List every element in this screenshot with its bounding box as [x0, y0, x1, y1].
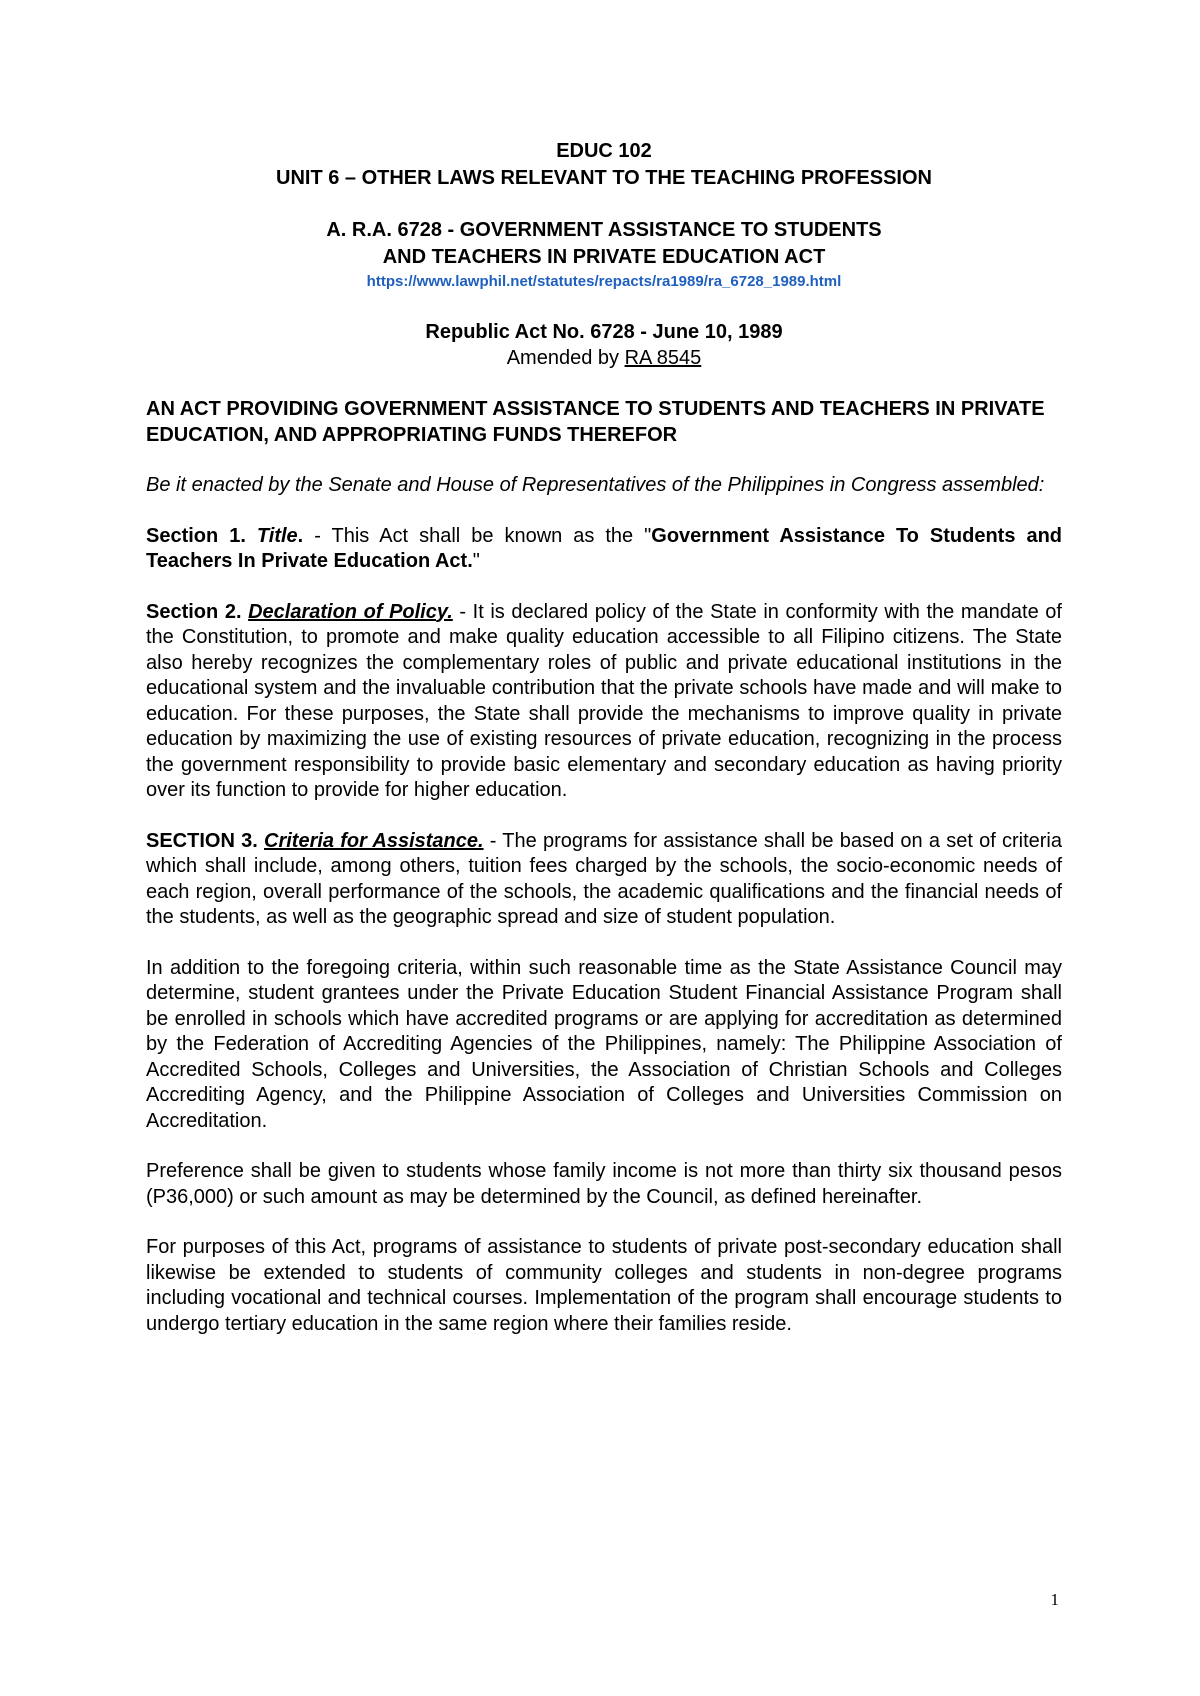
document-header [146, 138, 1062, 293]
section-3-paragraph-3: Preference shall be given to students whose family income is not more than thirty six thousand pesos (P36,000) or such amount as may be determined by the Council, as defined hereinafter. [146, 1160, 1062, 1208]
section-title-line-2: AND TEACHERS IN PRIVATE EDUCATION ACT [382, 246, 826, 268]
section-title-line-1: A. R.A. 6728 - GOVERNMENT ASSISTANCE TO STUDENTS [326, 219, 882, 241]
section-2-text: - It is declared policy of the State in conformity with the mandate of the Constitution, to promote and make quality education accessible to all Filipino citizens. The State also hereby recognizes the complementary roles of public and private educational institutions in the educational system and the invaluable contribution that the private schools have made and will make to education. For these purposes, the State shall provide the mechanisms to improve quality in private education by maximizing the use of existing resources of private education, recognizing in the process the government responsibility to provide basic elementary and secondary education as having priority over its function to provide for higher education. [146, 600, 1062, 801]
act-long-title: AN ACT PROVIDING GOVERNMENT ASSISTANCE TO STUDENTS AND TEACHERS IN PRIVATE EDUCATION, AND APPROPRIATING FUNDS THEREFOR [146, 398, 1045, 446]
section-2-label: Section 2. [146, 600, 249, 623]
amended-link[interactable]: RA 8545 [624, 347, 702, 369]
act-info [146, 319, 1062, 371]
section-3-text: - The programs for assistance shall be based on a set of criteria which shall include, among others, tuition fees charged by the schools, the socio-economic needs of each region, overall performance of the schools, the academic qualifications and the financial needs of the students, as well as the geographic spread and size of student population. [146, 829, 1062, 928]
enacting-clause: Be it enacted by the Senate and House of Representatives of the Philippines in Congress assembled: [146, 474, 1045, 496]
section-3-heading: Criteria for Assistance. [264, 829, 484, 852]
act-number-date: Republic Act No. 6728 - June 10, 1989 [425, 321, 783, 343]
section-1-act-name: Government Assistance To Students and Teachers In Private Education Act. [146, 524, 1062, 572]
page-number: 1 [1050, 1590, 1059, 1609]
section-3-paragraph-2: In addition to the foregoing criteria, within such reasonable time as the State Assistance Council may determine, student grantees under the Private Education Student Financial Assistance Program shall be enrolled in schools which have accredited programs or are applying for accreditation as determined by the Federation of Accrediting Agencies of the Philippines, namely: The Philippine Association of Accredited Schools, Colleges and Universities, the Association of Christian Schools and Colleges Accrediting Agency, and the Philippine Association of Colleges and Universities Commission on Accreditation. [146, 956, 1062, 1132]
section-1-text: - This Act shall be known as the " [303, 524, 652, 547]
course-code: EDUC 102 [556, 140, 652, 162]
document-page [146, 138, 1062, 1337]
section-1-label: Section 1. [146, 524, 257, 547]
amended-by [146, 345, 1062, 371]
section-1-text-end: " [472, 550, 480, 572]
unit-title: UNIT 6 – OTHER LAWS RELEVANT TO THE TEACHING PROFESSION [276, 167, 932, 189]
section-2-heading: Declaration of Policy. [248, 600, 453, 623]
section-2 [146, 600, 1062, 804]
lawphil-link[interactable]: https://www.lawphil.net/statutes/repacts/ra1989/ra_6728_1989.html [366, 273, 842, 290]
amended-prefix: Amended by [506, 347, 625, 369]
section-1-heading: Title [256, 524, 298, 547]
section-1-heading-dot: . [297, 524, 304, 547]
section-3-paragraph-4: For purposes of this Act, programs of assistance to students of private post-secondary education shall likewise be extended to students of community colleges and students in non-degree programs including vocational and technical courses. Implementation of the program shall encourage students to undergo tertiary education in the same region where their families reside. [146, 1236, 1062, 1335]
section-1 [146, 524, 1062, 575]
section-3-label: SECTION 3. [146, 829, 265, 852]
section-3 [146, 829, 1062, 931]
